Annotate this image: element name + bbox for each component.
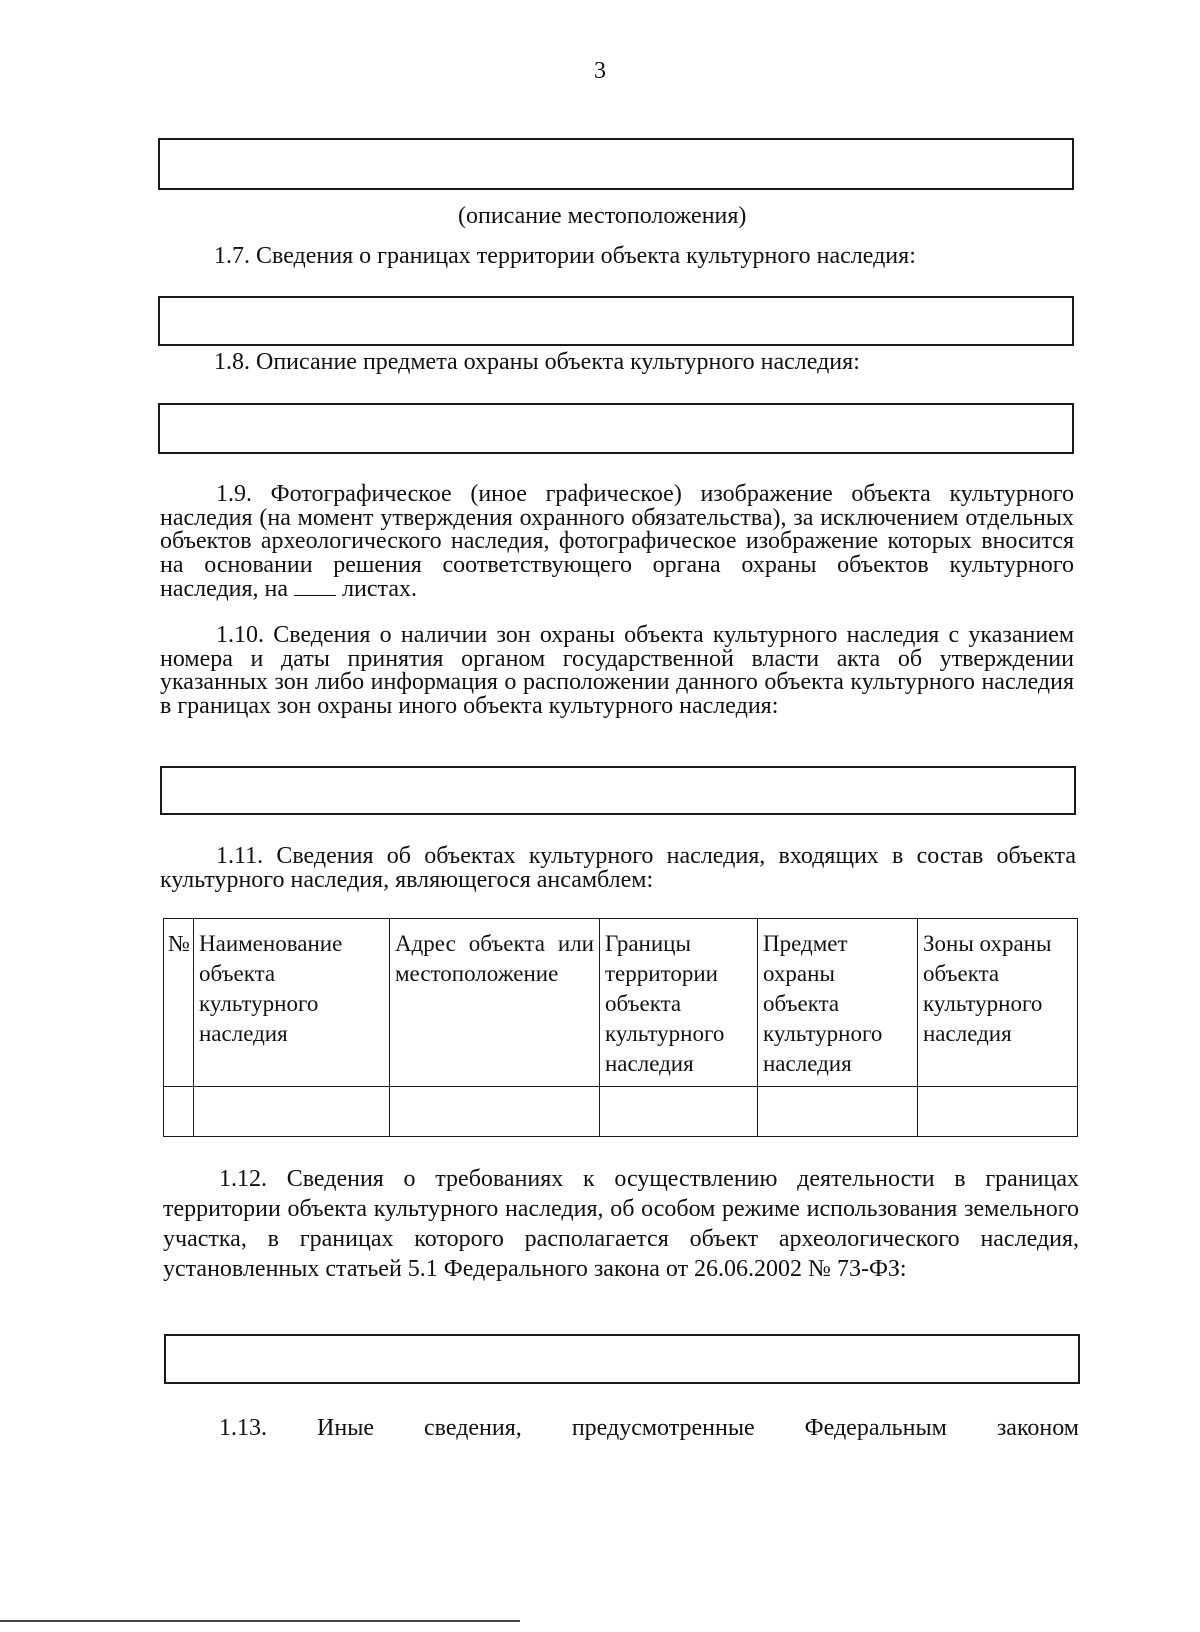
table-header-address [390, 919, 600, 1087]
section-1-7-heading: 1.7. Сведения о границах территории объекта культурного наследия: [214, 243, 916, 269]
section-1-12-text: 1.12. Сведения о требованиях к осуществлению деятельности в границах территории объекта культурного наследия, об особом режиме использования земельного участка, в границах которого располагается объект археологического наследия, установленных статьей 5.1 Федерального закона от 26.06.2002 № 73-ФЗ: [163, 1166, 1079, 1282]
scan-edge-rule [0, 1620, 520, 1622]
section-1-9-text: 1.9. Фотографическое (иное графическое) изображение объекта культурного наследия (на момент утверждения охранного обязательства), за исключением отдельных объектов археологического наследия, фотографическое изображение которых вносится на основании решения соответствующего органа охраны объектов культурного наследия, на [160, 481, 1074, 602]
section-1-9-tail: листах. [342, 576, 417, 602]
protection-subject-box[interactable] [158, 403, 1074, 454]
section-1-13-word: 1.13. [219, 1415, 267, 1441]
section-1-13-word: Иные [317, 1415, 374, 1441]
section-1-8-heading: 1.8. Описание предмета охраны объекта культурного наследия: [214, 349, 860, 375]
section-1-10-paragraph [160, 624, 1074, 718]
section-1-13-line [219, 1414, 1079, 1442]
table-header-boundaries: Границы территории объекта культурного наследия [600, 919, 758, 1087]
section-1-10-text: 1.10. Сведения о наличии зон охраны объекта культурного наследия с указанием номера и даты принятия органом государственной власти акта об утверждении указанных зон либо информация о расположении данного объекта культурного наследия в границах зон охраны иного объекта культурного наследия: [160, 622, 1074, 719]
activity-requirements-box[interactable] [164, 1334, 1080, 1384]
section-1-11-paragraph [160, 845, 1076, 892]
table-header-protection-subject: Предмет охраны объекта культурного наследия [758, 919, 918, 1087]
table-header-name: Наименование объекта культурного наследия [194, 919, 390, 1087]
table-header-number: № [164, 919, 194, 1087]
table-cell[interactable] [390, 1087, 600, 1137]
location-description-box[interactable] [158, 138, 1074, 190]
table-header-protection-zones: Зоны охраны объекта культурного наследия [918, 919, 1078, 1087]
page-number: 3 [594, 58, 606, 84]
table-cell[interactable] [194, 1087, 390, 1137]
table-cell[interactable] [918, 1087, 1078, 1137]
section-1-11-text: 1.11. Сведения об объектах культурного наследия, входящих в состав объекта культурного наследия, являющегося ансамблем: [160, 843, 1076, 893]
table-row [164, 1087, 1078, 1137]
sheet-count-blank[interactable] [294, 577, 336, 596]
table-cell[interactable] [600, 1087, 758, 1137]
section-1-13-word: предусмотренные [571, 1415, 755, 1441]
territory-boundaries-box[interactable] [158, 296, 1074, 346]
section-1-13-word: законом [996, 1415, 1079, 1441]
section-1-12-paragraph [163, 1164, 1079, 1284]
section-1-13-word: Федеральным [804, 1415, 947, 1441]
table-cell[interactable] [758, 1087, 918, 1137]
section-1-9-paragraph [160, 483, 1074, 602]
protection-zones-box[interactable] [160, 766, 1076, 815]
table-header-row [164, 919, 1078, 1087]
table-cell[interactable] [164, 1087, 194, 1137]
table-header-address-text: Адрес объекта или местоположение [395, 931, 594, 986]
ensemble-objects-table [163, 918, 1078, 1137]
location-caption: (описание местоположения) [458, 203, 747, 229]
section-1-13-word: сведения, [424, 1415, 522, 1441]
